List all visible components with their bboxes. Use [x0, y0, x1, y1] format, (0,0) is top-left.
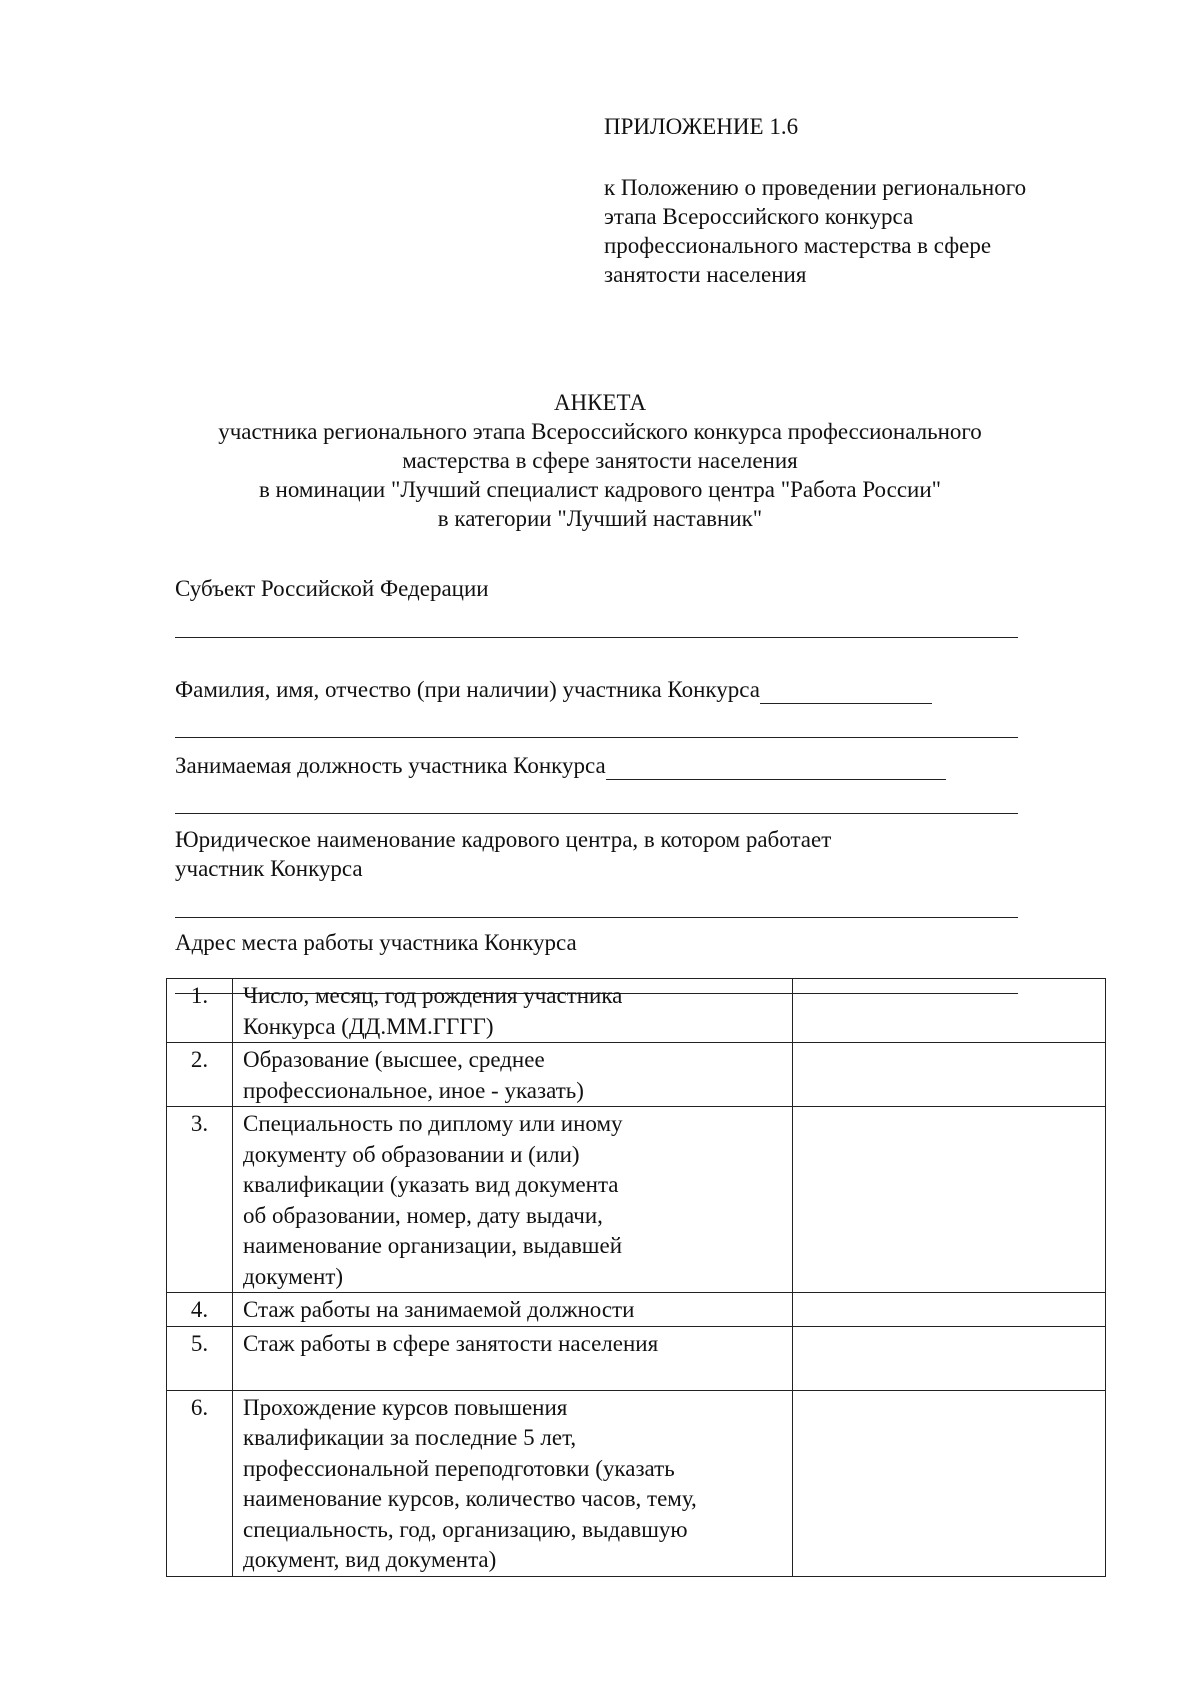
heading-line: мастерства в сфере занятости населения [402, 448, 798, 473]
row-label [233, 1043, 793, 1107]
form-heading [150, 388, 1050, 533]
row-label [233, 979, 793, 1043]
row-label [233, 1390, 793, 1576]
row-label-line: специальность, год, организацию, выдавшую [243, 1516, 688, 1542]
appendix-line: к Положению о проведении регионального [604, 175, 1027, 200]
position-label: Занимаемая должность участника Конкурса [175, 753, 606, 778]
row-label-line: об образовании, номер, дату выдачи, [243, 1202, 603, 1228]
table-row [167, 1107, 1106, 1293]
position-row [175, 751, 1018, 780]
row-label-line: документ) [243, 1263, 344, 1289]
row-label-line: наименование организации, выдавшей [243, 1233, 623, 1258]
fio-label: Фамилия, имя, отчество (при наличии) участника Конкурса [175, 677, 760, 702]
table-row [167, 1326, 1106, 1390]
appendix-block [604, 112, 1104, 289]
row-number: 6. [167, 1390, 233, 1576]
row-label-line: профессиональное, иное - указать) [243, 1077, 584, 1103]
table-row [167, 1043, 1106, 1107]
row-label [233, 1107, 793, 1293]
row-label-line: квалификации за последние 5 лет, [243, 1425, 577, 1450]
position-blank[interactable] [606, 755, 946, 780]
appendix-title: ПРИЛОЖЕНИЕ 1.6 [604, 114, 799, 139]
row-label-line: Конкурса (ДД.ММ.ГГГГ) [243, 1013, 494, 1039]
appendix-line: занятости населения [604, 262, 807, 287]
address-label: Адрес места работы участника Конкурса [175, 930, 577, 955]
row-label-line: профессиональной переподготовки (указать [243, 1455, 675, 1481]
row-number: 5. [167, 1326, 233, 1390]
row-number: 2. [167, 1043, 233, 1107]
fio-blank[interactable] [760, 679, 932, 704]
appendix-line: этапа Всероссийского конкурса [604, 204, 914, 229]
row-label-line: Стаж работы на занимаемой должности [243, 1297, 635, 1322]
questionnaire-table [166, 978, 1106, 1577]
row-label [233, 1326, 793, 1390]
table-row [167, 1390, 1106, 1576]
row-value-cell[interactable] [793, 1293, 1106, 1327]
row-label-line: Прохождение курсов повышения [243, 1394, 568, 1420]
fio-blank-2[interactable] [175, 737, 1018, 738]
table-row [167, 1293, 1106, 1327]
org-label-1: Юридическое наименование кадрового центра, в котором работает [175, 827, 832, 852]
row-label-line: наименование курсов, количество часов, тему, [243, 1486, 697, 1511]
row-value-cell[interactable] [793, 979, 1106, 1043]
row-label-line: Образование (высшее, среднее [243, 1047, 545, 1072]
row-value-cell[interactable] [793, 1043, 1106, 1107]
fio-row [175, 675, 1018, 704]
subject-blank[interactable] [175, 637, 1018, 638]
position-blank-2[interactable] [175, 813, 1018, 814]
heading-line: участника регионального этапа Всероссийского конкурса профессионального [218, 419, 982, 444]
row-number: 4. [167, 1293, 233, 1327]
table-row [167, 979, 1106, 1043]
row-label-line: документ, вид документа) [243, 1547, 497, 1572]
org-blank[interactable] [175, 917, 1018, 918]
row-value-cell[interactable] [793, 1390, 1106, 1576]
subject-label: Субъект Российской Федерации [175, 576, 489, 601]
row-label [233, 1293, 793, 1327]
row-label-line: Специальность по диплому или иному [243, 1111, 623, 1136]
form-title: АНКЕТА [553, 390, 647, 415]
row-value-cell[interactable] [793, 1107, 1106, 1293]
org-label-2: участник Конкурса [175, 856, 363, 881]
participant-fields [175, 574, 1018, 994]
appendix-subtitle [604, 173, 1104, 289]
heading-line: в категории "Лучший наставник" [437, 506, 763, 531]
row-value-cell[interactable] [793, 1326, 1106, 1390]
row-number: 1. [167, 979, 233, 1043]
row-label-line: Стаж работы в сфере занятости населения [243, 1330, 659, 1356]
row-label-line: Число, месяц, год рождения участника [243, 983, 623, 1008]
appendix-line: профессионального мастерства в сфере [604, 233, 992, 258]
row-label-line [243, 1359, 782, 1390]
row-label-line: квалификации (указать вид документа [243, 1172, 619, 1197]
row-number: 3. [167, 1107, 233, 1293]
heading-line: в номинации "Лучший специалист кадрового центра "Работа России" [258, 477, 942, 502]
row-label-line: документу об образовании и (или) [243, 1141, 580, 1167]
